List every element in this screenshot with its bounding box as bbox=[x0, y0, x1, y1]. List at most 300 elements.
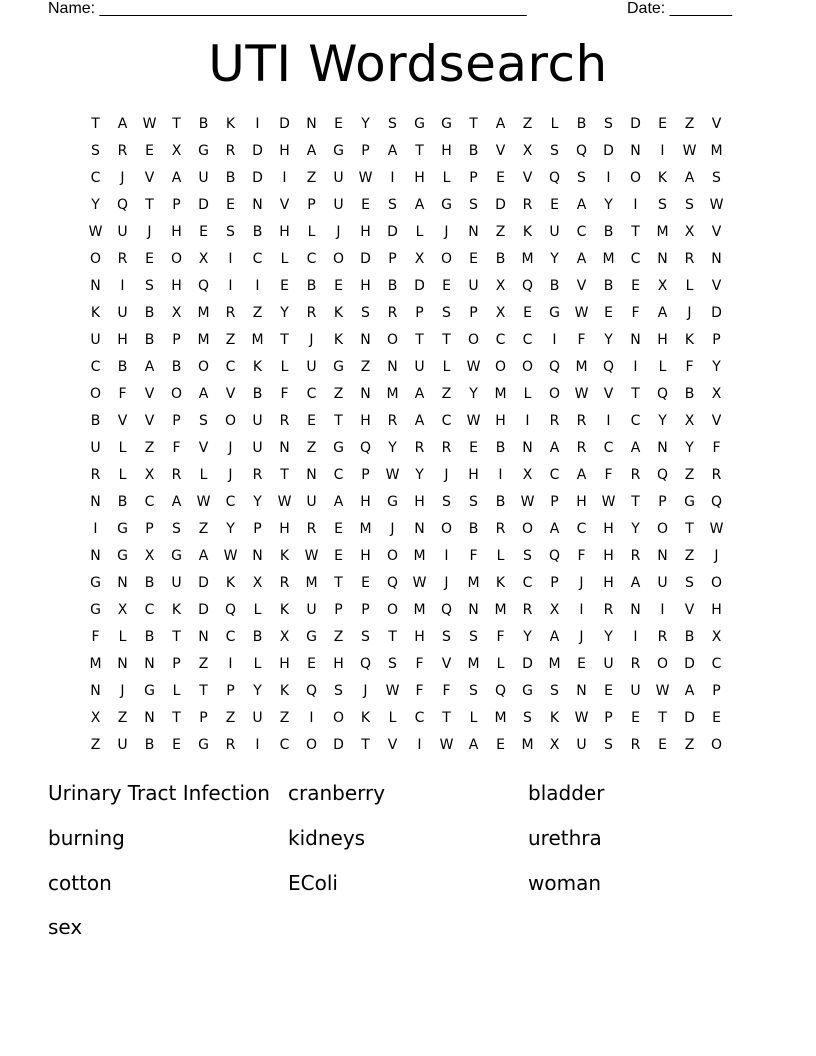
grid-letter: D bbox=[522, 656, 533, 672]
grid-letter: B bbox=[684, 629, 695, 645]
grid-letter: M bbox=[197, 332, 210, 348]
grid-letter: L bbox=[253, 602, 262, 618]
grid-letter: G bbox=[387, 494, 398, 510]
grid-letter: A bbox=[684, 683, 695, 699]
grid-letter: L bbox=[199, 467, 208, 483]
grid-letter: N bbox=[657, 251, 668, 267]
grid-letter: Q bbox=[386, 575, 399, 591]
grid-letter: N bbox=[117, 575, 128, 591]
grid-letter: P bbox=[172, 197, 181, 213]
grid-letter: W bbox=[709, 521, 724, 537]
grid-letter: L bbox=[685, 278, 694, 294]
grid-letter: C bbox=[306, 251, 317, 267]
grid-letter: F bbox=[604, 467, 613, 483]
grid-letter: L bbox=[550, 116, 559, 132]
grid-letter: W bbox=[358, 170, 373, 186]
grid-letter: Z bbox=[522, 116, 533, 132]
grid-letter: H bbox=[360, 278, 371, 294]
grid-letter: X bbox=[117, 602, 128, 618]
grid-letter: S bbox=[550, 683, 559, 699]
letter-grid bbox=[82, 111, 730, 759]
grid-letter: Z bbox=[333, 386, 344, 402]
grid-letter: K bbox=[279, 602, 290, 618]
grid-letter: A bbox=[171, 494, 182, 510]
grid-letter: V bbox=[522, 170, 533, 186]
grid-letter: H bbox=[360, 548, 371, 564]
grid-letter: M bbox=[521, 251, 534, 267]
grid-letter: X bbox=[711, 386, 722, 402]
grid-letter: R bbox=[711, 467, 722, 483]
grid-letter: E bbox=[658, 116, 667, 132]
grid-letter: N bbox=[90, 494, 101, 510]
grid-letter: B bbox=[252, 629, 263, 645]
grid-letter: X bbox=[144, 467, 155, 483]
grid-letter: E bbox=[334, 116, 343, 132]
grid-letter: Z bbox=[441, 386, 452, 402]
grid-letter: B bbox=[144, 737, 155, 753]
grid-letter: K bbox=[522, 224, 533, 240]
grid-letter: J bbox=[444, 224, 449, 240]
grid-letter: R bbox=[225, 305, 236, 321]
grid-letter: Y bbox=[685, 440, 694, 456]
grid-letter: Y bbox=[253, 683, 262, 699]
grid-letter: F bbox=[118, 386, 127, 402]
word-list-item: bladder bbox=[528, 781, 605, 805]
grid-letter: D bbox=[198, 575, 209, 591]
grid-letter: P bbox=[361, 143, 370, 159]
grid-letter: S bbox=[604, 737, 613, 753]
word-list-row bbox=[48, 823, 768, 868]
grid-letter: T bbox=[685, 521, 694, 537]
grid-letter: S bbox=[712, 170, 721, 186]
grid-letter: V bbox=[279, 197, 290, 213]
grid-letter: U bbox=[603, 656, 614, 672]
grid-letter: M bbox=[494, 386, 507, 402]
grid-letter: W bbox=[412, 575, 427, 591]
grid-letter: B bbox=[117, 359, 128, 375]
grid-letter: P bbox=[415, 305, 424, 321]
grid-letter: L bbox=[172, 683, 181, 699]
grid-letter: R bbox=[522, 602, 533, 618]
grid-letter: R bbox=[306, 521, 317, 537]
grid-letter: C bbox=[576, 224, 587, 240]
grid-letter: A bbox=[576, 467, 587, 483]
grid-letter: O bbox=[548, 386, 561, 402]
grid-letter: N bbox=[414, 521, 425, 537]
grid-letter: Q bbox=[548, 548, 561, 564]
grid-letter: S bbox=[226, 224, 235, 240]
grid-letter: K bbox=[225, 116, 236, 132]
grid-letter: H bbox=[495, 413, 506, 429]
grid-letter: I bbox=[606, 413, 611, 429]
grid-letter: E bbox=[334, 521, 343, 537]
grid-letter: B bbox=[252, 224, 263, 240]
grid-letter: N bbox=[576, 683, 587, 699]
grid-letter: Z bbox=[684, 116, 695, 132]
grid-letter: A bbox=[414, 197, 425, 213]
grid-letter: J bbox=[336, 224, 341, 240]
grid-letter: S bbox=[388, 656, 397, 672]
grid-row bbox=[82, 570, 730, 597]
grid-letter: F bbox=[577, 332, 586, 348]
grid-letter: B bbox=[252, 386, 263, 402]
grid-letter: P bbox=[550, 575, 559, 591]
grid-letter: F bbox=[280, 386, 289, 402]
grid-letter: C bbox=[225, 359, 236, 375]
grid-letter: P bbox=[469, 305, 478, 321]
grid-letter: V bbox=[711, 413, 722, 429]
grid-letter: O bbox=[170, 386, 183, 402]
grid-letter: C bbox=[522, 332, 533, 348]
grid-letter: X bbox=[522, 467, 533, 483]
grid-letter: O bbox=[332, 251, 345, 267]
grid-row bbox=[82, 705, 730, 732]
grid-letter: V bbox=[144, 386, 155, 402]
grid-letter: W bbox=[655, 683, 670, 699]
grid-row bbox=[82, 300, 730, 327]
grid-letter: E bbox=[604, 305, 613, 321]
grid-letter: S bbox=[685, 197, 694, 213]
grid-letter: T bbox=[334, 575, 343, 591]
grid-letter: L bbox=[415, 224, 424, 240]
grid-letter: C bbox=[252, 251, 263, 267]
grid-letter: D bbox=[630, 116, 641, 132]
grid-letter: E bbox=[361, 575, 370, 591]
grid-letter: G bbox=[198, 737, 209, 753]
grid-letter: E bbox=[469, 440, 478, 456]
grid-letter: A bbox=[684, 170, 695, 186]
grid-letter: N bbox=[252, 197, 263, 213]
grid-letter: J bbox=[444, 575, 449, 591]
grid-letter: C bbox=[441, 413, 452, 429]
grid-letter: S bbox=[685, 575, 694, 591]
grid-letter: J bbox=[444, 467, 449, 483]
grid-letter: F bbox=[712, 440, 721, 456]
grid-letter: L bbox=[388, 710, 397, 726]
grid-letter: R bbox=[630, 467, 641, 483]
grid-letter: N bbox=[306, 116, 317, 132]
grid-letter: I bbox=[633, 629, 638, 645]
grid-letter: S bbox=[469, 494, 478, 510]
grid-letter: D bbox=[414, 278, 425, 294]
grid-letter: H bbox=[279, 224, 290, 240]
grid-letter: T bbox=[415, 143, 424, 159]
grid-letter: B bbox=[306, 278, 317, 294]
grid-row bbox=[82, 354, 730, 381]
grid-letter: P bbox=[199, 710, 208, 726]
grid-letter: H bbox=[603, 575, 614, 591]
grid-letter: T bbox=[280, 467, 289, 483]
grid-letter: P bbox=[226, 683, 235, 699]
grid-letter: H bbox=[576, 494, 587, 510]
grid-letter: H bbox=[279, 656, 290, 672]
grid-letter: N bbox=[630, 602, 641, 618]
grid-letter: H bbox=[711, 602, 722, 618]
grid-letter: U bbox=[117, 737, 128, 753]
grid-letter: U bbox=[306, 359, 317, 375]
grid-letter: Y bbox=[658, 413, 667, 429]
grid-letter: P bbox=[712, 332, 721, 348]
grid-letter: W bbox=[142, 116, 157, 132]
grid-letter: D bbox=[495, 197, 506, 213]
grid-letter: K bbox=[360, 710, 371, 726]
grid-letter: T bbox=[172, 116, 181, 132]
grid-letter: U bbox=[414, 359, 425, 375]
grid-letter: A bbox=[468, 737, 479, 753]
grid-letter: L bbox=[280, 251, 289, 267]
grid-letter: C bbox=[90, 170, 101, 186]
grid-letter: V bbox=[711, 278, 722, 294]
grid-letter: C bbox=[279, 737, 290, 753]
grid-letter: A bbox=[630, 575, 641, 591]
grid-row bbox=[82, 489, 730, 516]
grid-row bbox=[82, 381, 730, 408]
grid-letter: Z bbox=[684, 737, 695, 753]
grid-letter: N bbox=[90, 683, 101, 699]
grid-letter: A bbox=[198, 386, 209, 402]
grid-letter: W bbox=[466, 359, 481, 375]
grid-letter: F bbox=[415, 656, 424, 672]
grid-letter: Y bbox=[523, 629, 532, 645]
grid-letter: I bbox=[660, 602, 665, 618]
grid-letter: W bbox=[223, 548, 238, 564]
grid-letter: Z bbox=[495, 224, 506, 240]
grid-letter: W bbox=[574, 305, 589, 321]
grid-letter: N bbox=[711, 251, 722, 267]
grid-letter: T bbox=[631, 224, 640, 240]
grid-letter: X bbox=[549, 602, 560, 618]
grid-letter: O bbox=[89, 386, 102, 402]
grid-letter: A bbox=[414, 386, 425, 402]
grid-letter: Y bbox=[253, 494, 262, 510]
grid-letter: S bbox=[145, 278, 154, 294]
grid-letter: O bbox=[170, 251, 183, 267]
grid-letter: L bbox=[496, 548, 505, 564]
grid-letter: I bbox=[93, 521, 98, 537]
grid-letter: Z bbox=[306, 440, 317, 456]
grid-letter: T bbox=[469, 116, 478, 132]
grid-letter: T bbox=[145, 197, 154, 213]
grid-letter: Q bbox=[656, 467, 669, 483]
grid-letter: X bbox=[90, 710, 101, 726]
grid-letter: U bbox=[306, 602, 317, 618]
grid-letter: B bbox=[144, 305, 155, 321]
grid-letter: F bbox=[496, 629, 505, 645]
grid-letter: X bbox=[279, 629, 290, 645]
grid-letter: N bbox=[144, 710, 155, 726]
grid-letter: C bbox=[630, 413, 641, 429]
grid-letter: H bbox=[603, 521, 614, 537]
grid-letter: M bbox=[197, 305, 210, 321]
grid-letter: V bbox=[711, 224, 722, 240]
grid-letter: L bbox=[118, 467, 127, 483]
grid-letter: R bbox=[576, 440, 587, 456]
grid-letter: X bbox=[549, 737, 560, 753]
grid-letter: S bbox=[442, 629, 451, 645]
grid-letter: S bbox=[577, 170, 586, 186]
grid-letter: K bbox=[495, 575, 506, 591]
grid-letter: R bbox=[117, 143, 128, 159]
grid-row bbox=[82, 192, 730, 219]
grid-letter: I bbox=[120, 278, 125, 294]
grid-letter: P bbox=[253, 521, 262, 537]
grid-letter: A bbox=[495, 116, 506, 132]
grid-letter: S bbox=[361, 305, 370, 321]
grid-letter: N bbox=[144, 656, 155, 672]
grid-letter: U bbox=[468, 278, 479, 294]
grid-letter: T bbox=[199, 683, 208, 699]
grid-letter: O bbox=[224, 413, 237, 429]
grid-letter: Z bbox=[225, 332, 236, 348]
grid-letter: H bbox=[414, 494, 425, 510]
grid-letter: H bbox=[360, 224, 371, 240]
grid-letter: P bbox=[361, 467, 370, 483]
grid-letter: U bbox=[306, 494, 317, 510]
grid-row bbox=[82, 678, 730, 705]
grid-row bbox=[82, 273, 730, 300]
grid-letter: O bbox=[521, 359, 534, 375]
grid-letter: N bbox=[90, 278, 101, 294]
grid-letter: M bbox=[413, 548, 426, 564]
grid-letter: P bbox=[361, 602, 370, 618]
word-list-row bbox=[48, 868, 768, 913]
grid-letter: O bbox=[710, 737, 723, 753]
grid-letter: Y bbox=[388, 440, 397, 456]
grid-letter: B bbox=[117, 494, 128, 510]
grid-letter: R bbox=[171, 467, 182, 483]
grid-letter: K bbox=[252, 359, 263, 375]
grid-letter: E bbox=[496, 170, 505, 186]
grid-letter: O bbox=[197, 359, 210, 375]
grid-letter: Q bbox=[305, 683, 318, 699]
grid-letter: W bbox=[574, 386, 589, 402]
grid-letter: P bbox=[550, 494, 559, 510]
grid-letter: J bbox=[579, 575, 584, 591]
grid-letter: I bbox=[309, 710, 314, 726]
grid-letter: P bbox=[172, 656, 181, 672]
word-list-item: burning bbox=[48, 825, 125, 850]
grid-letter: B bbox=[90, 413, 101, 429]
grid-letter: G bbox=[441, 116, 452, 132]
grid-letter: I bbox=[255, 278, 260, 294]
grid-letter: J bbox=[228, 440, 233, 456]
grid-letter: G bbox=[333, 440, 344, 456]
grid-letter: E bbox=[334, 548, 343, 564]
grid-letter: V bbox=[144, 170, 155, 186]
grid-letter: G bbox=[549, 305, 560, 321]
grid-letter: V bbox=[387, 737, 398, 753]
grid-letter: H bbox=[414, 629, 425, 645]
grid-letter: X bbox=[252, 575, 263, 591]
grid-letter: C bbox=[630, 251, 641, 267]
grid-letter: B bbox=[495, 440, 506, 456]
grid-letter: I bbox=[282, 170, 287, 186]
grid-letter: G bbox=[522, 683, 533, 699]
grid-letter: W bbox=[88, 224, 103, 240]
grid-row bbox=[82, 111, 730, 138]
grid-letter: A bbox=[117, 116, 128, 132]
grid-letter: J bbox=[147, 224, 152, 240]
grid-letter: X bbox=[684, 413, 695, 429]
grid-letter: C bbox=[522, 575, 533, 591]
grid-letter: A bbox=[414, 413, 425, 429]
grid-letter: Q bbox=[710, 494, 723, 510]
grid-letter: F bbox=[577, 548, 586, 564]
grid-letter: O bbox=[440, 521, 453, 537]
word-list-item: urethra bbox=[528, 825, 602, 850]
grid-letter: M bbox=[89, 656, 102, 672]
grid-letter: R bbox=[414, 440, 425, 456]
grid-letter: D bbox=[684, 710, 695, 726]
grid-letter: V bbox=[711, 116, 722, 132]
grid-letter: I bbox=[660, 143, 665, 159]
grid-letter: Z bbox=[306, 170, 317, 186]
grid-letter: P bbox=[658, 494, 667, 510]
grid-row bbox=[82, 732, 730, 759]
grid-letter: W bbox=[385, 683, 400, 699]
grid-letter: M bbox=[359, 521, 372, 537]
grid-letter: T bbox=[442, 710, 451, 726]
grid-letter: N bbox=[117, 656, 128, 672]
grid-letter: E bbox=[631, 710, 640, 726]
grid-letter: J bbox=[714, 548, 719, 564]
grid-letter: O bbox=[710, 575, 723, 591]
grid-letter: L bbox=[118, 629, 127, 645]
grid-letter: I bbox=[606, 170, 611, 186]
grid-letter: S bbox=[469, 629, 478, 645]
grid-letter: G bbox=[144, 683, 155, 699]
grid-letter: P bbox=[145, 521, 154, 537]
grid-letter: C bbox=[414, 710, 425, 726]
grid-letter: T bbox=[172, 629, 181, 645]
grid-letter: B bbox=[468, 521, 479, 537]
grid-letter: W bbox=[682, 143, 697, 159]
grid-letter: R bbox=[441, 440, 452, 456]
grid-letter: L bbox=[442, 359, 451, 375]
grid-letter: V bbox=[198, 440, 209, 456]
grid-letter: M bbox=[305, 575, 318, 591]
grid-letter: W bbox=[574, 710, 589, 726]
grid-letter: U bbox=[549, 224, 560, 240]
grid-letter: U bbox=[333, 170, 344, 186]
grid-letter: G bbox=[117, 548, 128, 564]
grid-letter: Q bbox=[521, 278, 534, 294]
grid-letter: Q bbox=[575, 143, 588, 159]
grid-letter: Y bbox=[280, 305, 289, 321]
grid-letter: N bbox=[657, 548, 668, 564]
word-list-item: woman bbox=[528, 870, 602, 895]
grid-letter: T bbox=[415, 332, 424, 348]
grid-letter: Z bbox=[252, 305, 263, 321]
grid-letter: T bbox=[91, 116, 100, 132]
grid-letter: L bbox=[658, 359, 667, 375]
grid-letter: X bbox=[414, 251, 425, 267]
grid-letter: O bbox=[656, 521, 669, 537]
grid-letter: G bbox=[117, 521, 128, 537]
grid-row bbox=[82, 651, 730, 678]
grid-letter: U bbox=[252, 440, 263, 456]
grid-letter: E bbox=[334, 278, 343, 294]
grid-letter: X bbox=[495, 305, 506, 321]
grid-letter: S bbox=[523, 710, 532, 726]
grid-letter: R bbox=[306, 305, 317, 321]
grid-letter: X bbox=[711, 629, 722, 645]
grid-letter: J bbox=[120, 170, 125, 186]
grid-letter: W bbox=[466, 413, 481, 429]
grid-letter: Y bbox=[604, 332, 613, 348]
grid-letter: B bbox=[225, 170, 236, 186]
grid-letter: G bbox=[306, 629, 317, 645]
